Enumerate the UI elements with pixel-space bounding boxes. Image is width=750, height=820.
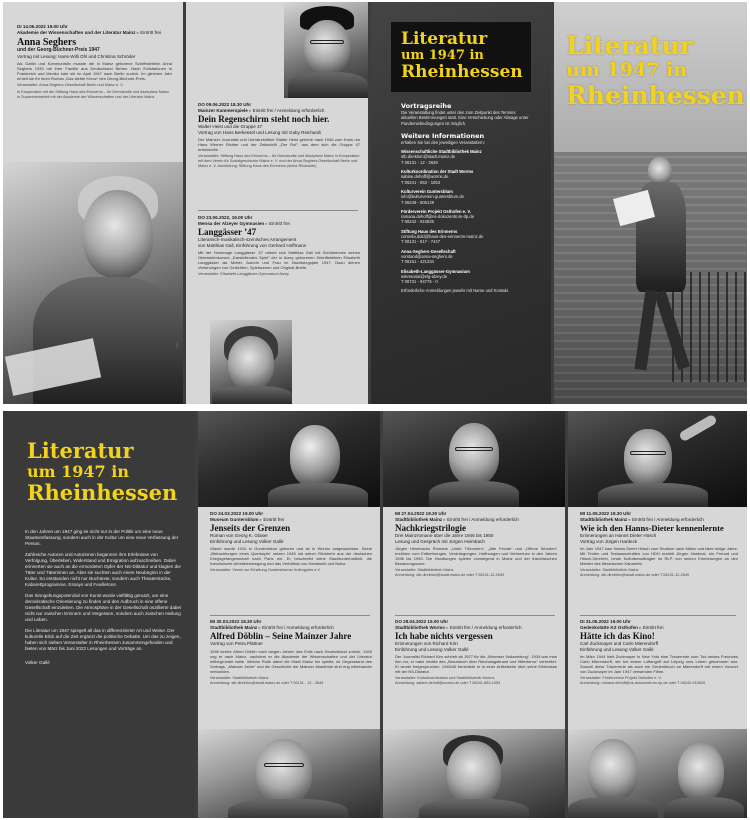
contact-email: stb.direktion@stadt.mainz.de xyxy=(401,154,456,160)
contact-phone: T 06249 - 805128 xyxy=(401,199,434,205)
panel-column-2 xyxy=(383,411,565,818)
event-date: DO 09.06.2022 18.30 Uhr xyxy=(198,102,252,107)
elisabeth-langgaesser-portrait xyxy=(210,320,292,404)
georg-glaser-portrait xyxy=(198,411,380,507)
event-organizer: Veranstalter: Verein zur Erhaltung Guntersblumer Kulturgutes e.V. xyxy=(210,568,321,573)
event-admission: Eintritt frei / Anmeldung erforderlich xyxy=(449,624,522,630)
contact-entry xyxy=(401,189,529,205)
event-nachkriegstrilogie: MI 27.04.2022 18.30 Uhr Stadtbibliothek Mainz ▸ Eintritt frei / Anmeldung erforderlich Nachkriegstrilogie Drei Mainzromane über die Jahre 1946 bis 1950 Lesung und Gespräch mit Jürgen Heimbach Jürgen Heimbachs Romane „Unter Trümmern“, „Alte Feinde“ und „Offene Wunden“ erzählen vom Entbehrungen, Verdrängungen, Hoffnungen und Verbrechen in den Jahren 1946 bis 1950. Die Handlungen spielen vorwiegend in Mainz und der französischen Besatzungszone. Veranstalter: Stadtbibliothek Mainz Anmeldung: stb.direktion@stadt.mainz.de oder T 06131-12-2649 xyxy=(395,511,557,578)
intro-paragraph: Zahlreiche Autoren und Autorinnen begannen ihre Erlebnisse von Verfolgung, Überleben, Widerstand und Emigration aufzuschreiben. Dabei erinnerten sie auch an die ermordeten Opfer der NS-Diktatur und klagten die Täter und Täterinnen an. Aber sie suchten auch einen Neubeginn in der Kultur. So entstanden nicht nur Buchtexte, sondern auch Theaterstücke, Kabarettprogramme, Essays und Feuilletons. xyxy=(25,552,181,587)
event-venue: Stadtbibliothek Mainz xyxy=(395,516,443,522)
event-description: Glaser wurde 1910 in Guntersblum geboren und ist in Worms aufgewachsen. Seine „Betrachtungen eines Querkopfs“ setzen 1945 mit seiner Rückkehr aus der deutschen Kriegsgefangenschaft nach Paris ein. Er beschreibt seine Machtunterhaltkeit, die französische Arbeiterbewegung und das Verhältnis von Handwerk und Natur. xyxy=(210,546,372,567)
series-text: Die Veranstaltung findet unter den zum Zeitpunkt des Termins aktuellen Bestimmungen statt. Eine Verschiebung oder Absage unter Pandemiebedingungen ist möglich. xyxy=(401,110,529,126)
event-organizer: Veranstalter: Elisabeth-Langgässer-Gymnasium Alzey xyxy=(198,272,289,277)
contact-email: ramana.dehoff@ns-dokuzentrum-rlp.de xyxy=(401,214,475,220)
richard-kirn-portrait xyxy=(383,729,565,818)
divider xyxy=(580,615,736,616)
event-venue: Museum Guntersblum xyxy=(210,516,259,522)
contact-entry xyxy=(401,149,529,165)
contact-name: Anna-Seghers-Gesellschaft xyxy=(401,248,456,254)
event-date: DI 14.06.2022 19.00 Uhr xyxy=(17,24,68,29)
anna-seghers-portrait xyxy=(3,162,183,404)
walter-heist-portrait xyxy=(284,2,368,98)
event-anna-seghers: DI 14.06.2022 19.00 Uhr Akademie der Wissenschaften und der Literatur Mainz ▸ Eintritt frei Anna Seghers und der Georg-Büchner-Preis 1947 Vortrag mit Lesung: Hans-Willi Ohl und Christina Schröder Als Gattin und Kommunistin musste die in Mainz geborene Schriftstellerin Anna Seghers 1933 mit ihrer Familie aus Deutschland fliehen. Nach Exilstationen in Frankreich und Mexiko kam sie im April 1947 nach Berlin zurück. Im gleichen Jahr erhielt sie für ihren Roman „Das siebte Kreuz“ den Georg-Büchner-Preis. Veranstalter: Anna-Seghers-Gesellschaft Berlin und Mainz e. V. In Kooperation mit der Stiftung Haus des Erinnerns – für Demokratie und Akzeptanz Mainz in Zusammenarbeit mit der Akademie der Wissenschaften und der Literatur Mainz xyxy=(17,24,172,99)
event-date: DO 28.04.2022 19.00 Uhr xyxy=(395,619,449,624)
event-venue: Gedenkstätte KZ Osthofen xyxy=(580,624,638,630)
event-venue: Akademie der Wissenschaften und der Literatur Mainz xyxy=(17,29,136,35)
event-subtitle: Vortrag von Petra Plättner xyxy=(210,641,263,647)
event-venue: Mensa der Alzeyer Gymnasien xyxy=(198,220,265,226)
event-description: Der Mainzer Journalist und Literaturkritiker Walter Heist gehörte nach 1945 zum Kreis um Hans Werner Richter und der Zeitschrift „Der Ruf“, aus dem sich die Gruppe 47 entwickelte. xyxy=(198,137,360,153)
cover-title: Literatur um 1947 in Rheinhessen xyxy=(566,31,745,110)
panel-cover xyxy=(554,2,747,404)
hanns-dieter-huesch-portrait xyxy=(568,411,747,507)
event-description: 1946 kehrte Alfred Döblin nach langen Jahren des Exils nach Deutschland zurück. 1949 zog er nach Mainz, nachdem er die Akademie der Wissenschaften und der Literatur mitbegründet hatte. Welche Rolle dabei die Stadt Mainz ihn spielte, ist Gegenstand des Vortrags. „Mainzer Jahre“ und die Geschichte der Mainzer Akademie sind eng miteinander verbunden. xyxy=(210,648,372,674)
event-title: Anna Seghers xyxy=(17,37,77,49)
event-program: Vortrag mit Lesung: Hans-Willi Ohl und Christina Schröder xyxy=(17,53,136,59)
alfred-doeblin-portrait xyxy=(198,729,380,818)
intro-signature: Volker Gallé xyxy=(25,660,50,665)
event-subtitle: Walter Heist und die Gruppe 47 xyxy=(198,124,263,130)
info-heading: Weitere Informationen xyxy=(401,131,485,140)
event-title: Jenseits der Grenzen xyxy=(210,523,291,534)
event-registration: Anmeldung: ramana.dehoff@ns-dokuzentrum-rlp.de oder T 06242-910825 xyxy=(580,681,706,686)
intro-paragraph: Das Sinngebungspotenzial von Kunst wurde vielfältig genutzt, um eine demokratische Orientierung zu finden und den Aufbruch in eine offene Gesellschaft einzuleiten. Die Atmosphäre in der Gesellschaft oszillierte dabei nicht nur zwischen Erinnern und Vergessen, sondern auch zwischen Heilung und Leben. xyxy=(25,593,182,622)
event-subtitle: Erinnerungen an Hanns Dieter Hüsch xyxy=(580,533,657,539)
event-hanns-dieter: MI 11.05.2022 18.30 Uhr Stadtbibliothek Mainz ▸ Eintritt frei / Anmeldung erforderlich Wie ich den Hanns-Dieter kennenlernte Erinnerungen an Hanns Dieter Hüsch Vortrag von Jürgen Hardeck Im Jahr 1947 kam Hanns Dieter Hüsch zum Studium nach Mainz und blieb einige Jahre. Mit Texten und Textausschnitten von HDH erzählt Jürgen Hardeck, ein Freund und Hüsch-Verehrer, heute Kulturbeauftragter im RLP, von seinen Erinnerungen an den Meister des literarischen Kabaretts. Veranstalter: Stadtbibliothek Mainz Anmeldung: stb.direktion@stadt.mainz.de oder T 06131-12-2649 xyxy=(580,511,738,578)
event-alfred-doeblin: MI 30.03.2022 18.30 Uhr Stadtbibliothek Mainz ▸ Eintritt frei / Anmeldung erforderlich Alfred Döblin – Seine Mainzer Jahre Vortrag von Petra Plättner 1946 kehrte Alfred Döblin nach langen Jahren des Exils nach Deutschland zurück. 1949 zog er nach Mainz, nachdem er die Akademie der Wissenschaften und der Literatur mitbegründet hatte. Welche Rolle dabei die Stadt Mainz ihn spielte, ist Gegenstand des Vortrags. „Mainzer Jahre“ und die Geschichte der Mainzer Akademie sind eng miteinander verbunden. Veranstalter: Stadtbibliothek Mainz Anmeldung: stb.direktion@stadt.mainz.de oder T 06131 - 12 - 2649 xyxy=(210,619,372,685)
contact-entry xyxy=(401,249,529,265)
event-venue: Mainzer Kammerspiele xyxy=(198,107,248,113)
event-description: Der Journalist Richard Kirn schrieb ab 1927 für die „Wormser Volkszeitung“. 1934 war man ihm vor, er habe Inhalte des „Braunbuch über Reichstagsbrand und Hitlerterror“ verbreitet. Er wurde freigesprochen. 1945/46 berichtete er in einer Artikelserie über seine Erlebnisse mit der NS-Diktatur. xyxy=(395,654,557,675)
divider xyxy=(395,615,555,616)
event-registration: Anmeldung: stb.direktion@stadt.mainz.de oder T 06131 - 12 - 2649 xyxy=(210,680,324,685)
contact-name: Elisabeth-Langgässer-Gymnasium xyxy=(401,268,470,274)
panel-heist-langgaesser xyxy=(186,2,368,404)
event-cooperation: In Kooperation mit der Stiftung Haus des Erinnerns – für Demokratie und Akzeptanz Mainz in Zusammenarbeit mit der Akademie der Wissenschaften und der Literatur Mainz xyxy=(17,90,169,99)
event-jenseits-der-grenzen: DO 24.03.2022 19.00 Uhr Museum Guntersblum ▸ Eintritt frei Jenseits der Grenzen Roman von Georg K. Glaser Einführung und Lesung Volker Gallé Glaser wurde 1910 in Guntersblum geboren und ist in Worms aufgewachsen. Seine „Betrachtungen eines Querkopfs“ setzen 1945 mit seiner Rückkehr aus der deutschen Kriegsgefangenschaft nach Paris ein. Er beschreibt seine Machtunterhaltkeit, die französische Arbeiterbewegung und das Verhältnis von Handwerk und Natur. Veranstalter: Verein zur Erhaltung Guntersblumer Kulturgutes e.V. xyxy=(210,511,372,573)
event-date: MI 11.05.2022 18.30 Uhr xyxy=(580,511,632,516)
flyer-outer-side xyxy=(3,2,747,404)
divider xyxy=(210,615,370,616)
panel-column-1 xyxy=(198,411,380,818)
event-title: Ich habe nichts vergessen xyxy=(395,631,493,642)
event-program: Einführung und Lesung Volker Gallé xyxy=(395,646,469,652)
event-organizer: Veranstalter: Stiftung Haus des Erinnerns – für Demokratie und Akzeptanz Mainz in Kooperation mit dem Verein für Sozialgeschichte Mainz e. V. und der Anna-Seghers-Gesellschaft Berlin und Mainz e. V. Anmeldung: Stiftung Haus des Erinnerns (siehe Rückseite) xyxy=(198,154,360,168)
contact-phone: T 06241 - 853 - 1053 xyxy=(401,179,441,185)
event-description: Als Gattin und Kommunistin musste die in Mainz geborene Schriftstellerin Anna Seghers 1933 mit ihrer Familie aus Deutschland fliehen. Nach Exilstationen in Frankreich und Mexiko kam sie im April 1947 nach Berlin zurück. Im gleichen Jahr erhielt sie für ihren Roman „Das siebte Kreuz“ den Georg-Büchner-Preis. xyxy=(17,61,172,82)
event-venue: Stadtbibliothek Mainz xyxy=(580,516,628,522)
contact-phone: T 06131 - 12 - 2649 xyxy=(401,159,438,165)
intro-text xyxy=(25,529,181,671)
event-admission: Eintritt frei / Anmeldung erforderlich xyxy=(632,516,704,522)
contact-phone: T 06151 - 421334 xyxy=(401,259,434,265)
contact-phone: T 06242 - 910825 xyxy=(401,219,434,225)
contact-phone: T 06131 - 617 - 7447 xyxy=(401,239,441,245)
contact-name: Wissenschaftliche Stadtbibliothek Mainz xyxy=(401,149,482,155)
event-admission: Eintritt frei xyxy=(269,220,290,226)
event-admission: Eintritt frei xyxy=(140,29,161,35)
event-registration: Anmeldung: stb.direktion@stadt.mainz.de oder T 06131-12-2649 xyxy=(395,573,505,578)
contact-email: sabine.dehoff@worms.de xyxy=(401,174,449,180)
event-subtitle: Erinnerungen von Richard Kirn xyxy=(395,641,458,647)
contact-info xyxy=(401,102,529,294)
event-title: Wie ich den Hanns-Dieter kennenlernte xyxy=(580,523,724,534)
intro-title: Literatur um 1947 in Rheinhessen xyxy=(27,438,178,505)
event-date: DO 24.03.2022 19.00 Uhr xyxy=(210,511,264,516)
event-description: Im Jahr 1947 kam Hanns Dieter Hüsch zum Studium nach Mainz und blieb einige Jahre. Mit Texten und Textausschnitten von HDH erzählt Jürgen Hardeck, ein Freund und Hüsch-Verehrer, heute Kulturbeauftragter im RLP, von seinen Erinnerungen an den Meister des literarischen Kabaretts. xyxy=(580,546,738,567)
panel-column-3 xyxy=(568,411,747,818)
event-description: Jürgen Heimbachs Romane „Unter Trümmern“, „Alte Feinde“ und „Offene Wunden“ erzählen vom Entbehrungen, Verdrängungen, Hoffnungen und Verbrechen in den Jahren 1946 bis 1950. Die Handlungen spielen vorwiegend in Mainz und der französischen Besatzungszone. xyxy=(395,546,557,567)
contact-name: Förderverein Projekt Osthofen e. V. xyxy=(401,208,471,214)
event-organizer: Veranstalter: Stadtbibliothek Mainz xyxy=(210,675,269,680)
contact-entry xyxy=(401,229,529,245)
event-registration: Anmeldung: stb.direktion@stadt.mainz.de oder T 06131-12-2649 xyxy=(580,573,690,578)
event-admission: Eintritt frei xyxy=(263,516,285,522)
event-program: von Matthias Gall, Einführung von Gerhard Hoffmann xyxy=(198,242,307,248)
event-subtitle: und der Georg-Büchner-Preis 1947 xyxy=(17,47,100,54)
contact-name: Stiftung Haus des Erinnerns xyxy=(401,228,458,234)
event-subtitle: Roman von Georg K. Glaser xyxy=(210,533,268,539)
event-date: DI 31.05.2022 19.00 Uhr xyxy=(580,619,631,624)
event-organizer: Veranstalter: Förderverein Projekt Osthofen e. V. xyxy=(580,676,662,681)
carl-zuckmayer-portrait xyxy=(568,729,747,818)
event-date: MI 27.04.2022 18.30 Uhr xyxy=(395,511,447,516)
juergen-heimbach-portrait xyxy=(383,411,565,507)
contact-name: Kulturverein Guntersblum xyxy=(401,188,453,194)
event-description: Im März 1944 hielt Zuckmayer in New York eine Trauerrede zum Tod seines Freundes Carlo Mierendorff, der bei einem Luftangriff auf Leipzig ums Leben gekommen war. Sowohl diese Trauerrede als auch ein Gedenkbuch an Mierendorff mit einem Vorwort von Zuckmayer im Jahr 1947 verwenden Filme. xyxy=(580,654,738,675)
panel-info xyxy=(371,2,551,404)
info-intro: erhalten Sie bei den jeweiligen Veranstaltern: xyxy=(401,139,485,145)
contact-email: cornelia.dold@haus-des-erinnerns-mainz.de xyxy=(401,234,484,240)
divider xyxy=(198,210,358,211)
event-date: DO 23.06.2022, 19.00 Uhr xyxy=(198,215,253,220)
contact-name: Kulturkoordination der Stadt Worms xyxy=(401,169,474,175)
event-organizer: Veranstalter: Kulturkoordination und Stadtbibliothek Worms xyxy=(395,676,495,681)
event-title: Langgässer ’47 xyxy=(198,227,257,238)
event-organizer: Veranstalter: Stadtbibliothek Mainz xyxy=(580,568,639,573)
event-title: Nachkriegstrilogie xyxy=(395,523,466,534)
closing-note: Erforderliche Anmeldungen jeweils mit Name und Kontakt. xyxy=(401,288,509,294)
event-regenschirm: DO 09.06.2022 18.30 Uhr Mainzer Kammerspiele ▸ Eintritt frei / Anmeldung erforderlich Dein Regenschirm steht noch hier. Walter Heist und die Gruppe 47 Vortrag von Hans Berkessel und Lesung mit Gaby Reichardt Der Mainzer Journalist und Literaturkritiker Walter Heist gehörte nach 1945 zum Kreis um Hans Werner Richter und der Zeitschrift „Der Ruf“, aus dem sich die Gruppe 47 entwickelte. Veranstalter: Stiftung Haus des Erinnerns – für Demokratie und Akzeptanz Mainz in Kooperation mit dem Verein für Sozialgeschichte Mainz e. V. und der Anna-Seghers-Gesellschaft Berlin und Mainz e. V. Anmeldung: Stiftung Haus des Erinnerns (siehe Rückseite) xyxy=(198,102,360,168)
flyer-inner-side xyxy=(3,411,747,818)
event-admission: Eintritt frei / Anmeldung erforderlich xyxy=(252,107,325,113)
event-subtitle: Literarisch-musikalisch-szenisches Arrangement xyxy=(198,237,297,243)
panel-intro xyxy=(3,411,195,818)
event-title: Dein Regenschirm steht noch hier. xyxy=(198,114,330,125)
event-program: Vortrag von Hans Berkessel und Lesung mit Gaby Reichardt xyxy=(198,129,321,135)
event-program: Einführung und Lesung Volker Gallé xyxy=(210,538,284,544)
event-program: Einführung und Lesung Volker Gallé xyxy=(580,646,654,652)
event-program: Lesung und Gespräch mit Jürgen Heimbach xyxy=(395,538,485,544)
event-date: MI 30.03.2022 18.30 Uhr xyxy=(210,619,262,624)
contact-entry xyxy=(401,169,529,185)
event-admission: Eintritt frei xyxy=(642,624,664,630)
event-ich-habe-nichts-vergessen: DO 28.04.2022 19.00 Uhr Stadtbibliothek Worms ▸ Eintritt frei / Anmeldung erforderlich Ich habe nichts vergessen Erinnerungen von Richard Kirn Einführung und Lesung Volker Gallé Der Journalist Richard Kirn schrieb ab 1927 für die „Wormser Volkszeitung“. 1934 war man ihm vor, er habe Inhalte des „Braunbuch über Reichstagsbrand und Hitlerterror“ verbreitet. Er wurde freigesprochen. 1945/46 berichtete er in einer Artikelserie über seine Erlebnisse mit der NS-Diktatur. Veranstalter: Kulturkoordination und Stadtbibliothek Worms Anmeldung: sabine.dehoff@worms.de oder T 06241-853-1053 xyxy=(395,619,557,686)
event-venue: Stadtbibliothek Mainz xyxy=(210,624,258,630)
series-title: Literatur um 1947 in Rheinhessen xyxy=(401,29,523,82)
event-organizer: Veranstalter: Stadtbibliothek Mainz xyxy=(395,568,454,573)
event-subtitle: Carl Zuckmayer und Carlo Mierendorff xyxy=(580,641,659,647)
event-registration: Anmeldung: sabine.dehoff@worms.de oder T 06241-853-1053 xyxy=(395,681,501,686)
event-organizer: Veranstalter: Anna-Seghers-Gesellschaft Berlin und Mainz e. V. xyxy=(17,83,124,88)
intro-paragraph: In den Jahren um 1947 ging es nicht nur in der Politik um eine neue Staatsverfassung, sondern auch in der Kultur um eine neue Verfassung der Person. xyxy=(25,529,179,546)
series-heading: Vortragsreihe xyxy=(401,102,452,110)
contact-email: vorstand@anna-seghers.de xyxy=(401,253,453,259)
contact-phone: T 06731 - 94775 - 0 xyxy=(401,279,438,285)
event-langgaesser: DO 23.06.2022, 19.00 Uhr Mensa der Alzeyer Gymnasien ▸ Eintritt frei Langgässer ’47 Literarisch-musikalisch-szenisches Arrangement von Matthias Gall, Einführung von Gerhard Hoffmann Mit der Hommage Langgässer ’47 nähert sich Matthias Gall mit Schülerinnen seines Oberstufenkurses „Darstellendes Spiel“ der in Alzey geborenen Schriftstellerin Elisabeth Langgässer als Mutter, Autorin und Frau im Nachkriegsjahr 1947. Dazu dienen Vertonungen von Gedichten, Spielszenen und Original-Briefe. Veranstalter: Elisabeth-Langgässer-Gymnasium Alzey xyxy=(198,215,360,277)
contact-email: info@kulturverein-guntersblum.de xyxy=(401,194,464,200)
event-venue: Stadtbibliothek Worms xyxy=(395,624,445,630)
event-title: Hätte ich das Kino! xyxy=(580,631,655,642)
event-program: Vortrag von Jürgen Hardeck xyxy=(580,538,638,544)
event-subtitle: Drei Mainzromane über die Jahre 1946 bis 1950 xyxy=(395,533,494,539)
contact-entry xyxy=(401,269,529,285)
intro-paragraph: Die Literatur um 1947 spiegelt all das in differenzierter Art und Weise. Der kulturelle Blick auf die Zeit ergänzt die politische Debatte. Um das zu zeigen, haben sich sieben Veranstalter in Rheinhessen zusammengefunden und bieten von März bis Juni 2022 Lesungen und Vorträge an. xyxy=(25,628,181,651)
panel-anna-seghers: DI 14.06.2022 19.00 Uhr Akademie der Wissenschaften und der Literatur Mainz ▸ Eintritt frei Anna Seghers und der Georg-Büchner-Preis 1947 Vortrag mit Lesung: Hans-Willi Ohl und Christina Schröder Als Gattin und Kommunistin musste die in Mainz geborene Schriftstellerin Anna Seghers 1933 mit ihrer Familie aus Deutschland fliehen. Nach Exilstationen in Frankreich und Mexiko kam sie im April 1947 nach Berlin zurück. Im gleichen Jahr erhielt sie für ihren Roman „Das siebte Kreuz“ den Georg-Büchner-Preis. Veranstalter: Anna-Seghers-Gesellschaft Berlin und Mainz e. V. In Kooperation mit der Stiftung Haus des Erinnerns – für Demokratie und Akzeptanz Mainz in Zusammenarbeit mit der Akademie der Wissenschaften und der Literatur Mainz Foto xyxy=(3,2,183,404)
event-haette-ich-das-kino: DI 31.05.2022 19.00 Uhr Gedenkstätte KZ Osthofen ▸ Eintritt frei Hätte ich das Kino! Carl Zuckmayer und Carlo Mierendorff Einführung und Lesung Volker Gallé Im März 1944 hielt Zuckmayer in New York eine Trauerrede zum Tod seines Freundes Carlo Mierendorff, der bei einem Luftangriff auf Leipzig ums Leben gekommen war. Sowohl diese Trauerrede als auch ein Gedenkbuch an Mierendorff mit einem Vorwort von Zuckmayer im Jahr 1947 verwenden Filme. Veranstalter: Förderverein Projekt Osthofen e. V. Anmeldung: ramana.dehoff@ns-dokuzentrum-rlp.de oder T 06242-910825 xyxy=(580,619,738,686)
contact-entry xyxy=(401,209,529,225)
contact-email: sekretariat@elg-alzey.de xyxy=(401,273,448,279)
event-admission: Eintritt frei / Anmeldung erforderlich xyxy=(447,516,519,522)
event-title: Alfred Döblin – Seine Mainzer Jahre xyxy=(210,631,352,642)
event-admission: Eintritt frei / Anmeldung erforderlich xyxy=(262,624,334,630)
event-description: Mit der Hommage Langgässer ’47 nähert sich Matthias Gall mit Schülerinnen seines Oberstufenkurses „Darstellendes Spiel“ der in Alzey geborenen Schriftstellerin Elisabeth Langgässer als Mutter, Autorin und Frau im Nachkriegsjahr 1947. Dazu dienen Vertonungen von Gedichten, Spielszenen und Original-Briefe. xyxy=(198,250,360,271)
contact-list xyxy=(401,149,529,284)
